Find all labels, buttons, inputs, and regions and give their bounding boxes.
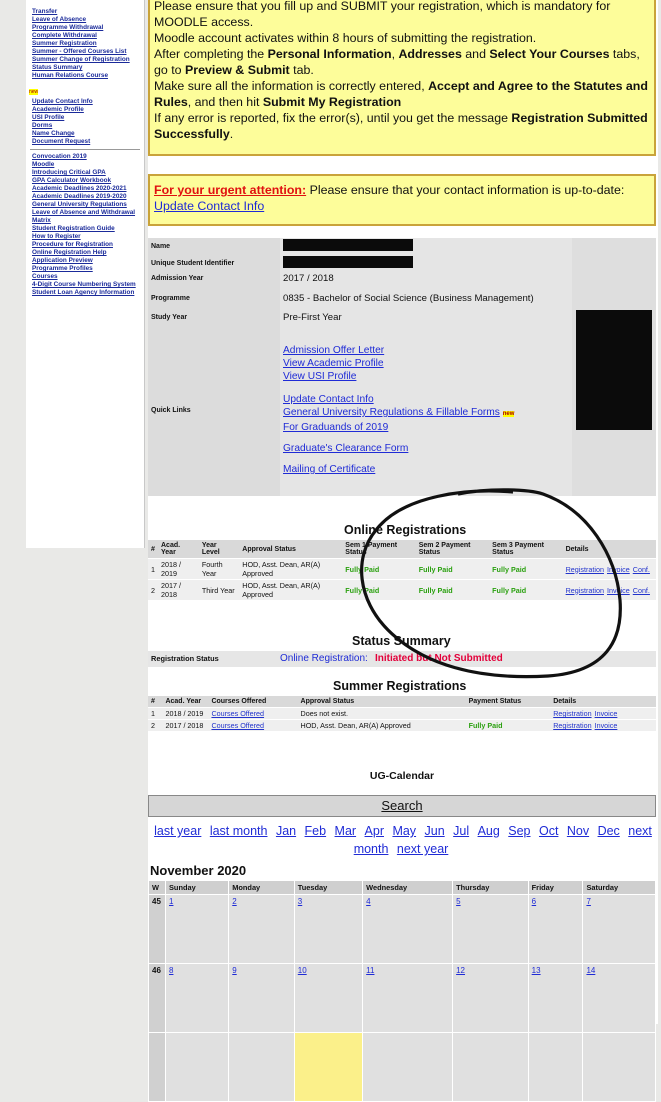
sidebar-item-leave-of-absence[interactable]: Leave of Absence	[32, 16, 87, 23]
col-approval-status: Approval Status	[239, 540, 342, 559]
calendar-date-link[interactable]: 14	[586, 966, 596, 975]
sidebar-item-moodle[interactable]: Moodle	[32, 161, 55, 168]
week-number: 45	[149, 895, 166, 964]
calendar-day-cell	[528, 895, 583, 964]
calendar-nav-nov[interactable]: Nov	[566, 824, 590, 838]
day-header-friday: Friday	[528, 881, 583, 895]
calendar-nav-jan[interactable]: Jan	[275, 824, 297, 838]
ug-calendar-title: UG-Calendar	[369, 770, 435, 782]
calendar-nav-last-month[interactable]: last month	[209, 824, 268, 838]
calendar-day-cell	[166, 964, 229, 1033]
sidebar-item-how-to-register[interactable]: How to Register	[32, 233, 81, 240]
calendar-day-cell	[453, 964, 529, 1033]
programme-label: Programme	[148, 285, 280, 311]
update-contact-link[interactable]: Update Contact Info	[154, 199, 265, 213]
sidebar-item-introducing-critical-gpa[interactable]: Introducing Critical GPA	[32, 169, 106, 176]
sidebar-item-transfer[interactable]: Transfer	[32, 8, 58, 15]
day-header-thursday: Thursday	[453, 881, 529, 895]
calendar-nav-next-month[interactable]: next month	[353, 824, 652, 856]
sidebar-item-academic-profile[interactable]: Academic Profile	[32, 106, 84, 113]
day-header-monday: Monday	[229, 881, 295, 895]
urgent-text: Please ensure that your contact information is up-to-date:	[306, 183, 625, 197]
calendar-day-cell	[229, 895, 295, 964]
calendar-nav	[148, 822, 656, 858]
calendar-nav-aug[interactable]: Aug	[477, 824, 500, 838]
sidebar-item-academic-deadlines-2019-2020[interactable]: Academic Deadlines 2019-2020	[32, 193, 127, 200]
search-button[interactable]: Search	[148, 795, 656, 817]
sidebar-item-student-registration-guide[interactable]: Student Registration Guide	[32, 225, 115, 232]
calendar-day-cell	[528, 964, 583, 1033]
name-label: Name	[148, 238, 280, 255]
col-sem2-payment: Sem 2 Payment Status	[416, 540, 489, 559]
study-year-value: Pre-First Year	[283, 312, 342, 323]
invoice-link[interactable]: Invoice	[594, 721, 618, 730]
notice-line-2: Moodle account activates within 8 hours of submitting the registration.	[154, 31, 537, 45]
calendar-date-link[interactable]: 9	[232, 966, 237, 975]
new-badge-icon: new	[502, 411, 515, 417]
urgent-notice	[148, 174, 656, 226]
calendar-nav-may[interactable]: May	[392, 824, 417, 838]
registration-link[interactable]: Registration	[553, 721, 592, 730]
sidebar-item-name-change[interactable]: Name Change	[32, 130, 75, 137]
calendar-date-link[interactable]: 3	[297, 897, 303, 906]
calendar-week-row	[149, 1033, 656, 1102]
day-header-sunday: Sunday	[166, 881, 229, 895]
admission-year-value: 2017 / 2018	[283, 273, 334, 284]
sidebar-item-4-digit-course-numbering-system[interactable]: 4-Digit Course Numbering System	[32, 281, 136, 288]
sidebar-item-student-loan-agency-information[interactable]: Student Loan Agency Information	[32, 289, 135, 296]
sidebar-item-summer-offered-courses-list[interactable]: Summer - Offered Courses List	[32, 48, 127, 55]
week-number: 46	[149, 964, 166, 1033]
table-row: 2 2017 / 2018 Courses Offered HOD, Asst. Dean, AR(A) Approved Fully Paid Registration Invoice	[148, 720, 656, 732]
registration-link[interactable]: Registration	[553, 709, 592, 718]
col-sem3-payment: Sem 3 Payment Status	[489, 540, 562, 559]
calendar-day-cell	[363, 964, 453, 1033]
photo-cell	[572, 238, 656, 496]
today-cell	[294, 1033, 362, 1102]
study-year-label: Study Year	[148, 311, 280, 324]
graduate-clearance-form-link[interactable]: Graduate's Clearance Form	[283, 443, 409, 454]
calendar-nav-mar[interactable]: Mar	[334, 824, 357, 838]
sidebar-item-academic-deadlines-2020-2021[interactable]: Academic Deadlines 2020-2021	[32, 185, 127, 192]
registration-notice	[148, 0, 656, 156]
photo-redacted	[576, 310, 652, 430]
calendar-date-link[interactable]: 5	[456, 897, 461, 906]
calendar-date-link[interactable]: 6	[531, 897, 537, 906]
calendar-date-link[interactable]: 4	[366, 897, 371, 906]
new-badge-icon: new	[29, 89, 39, 95]
calendar-day-cell	[583, 964, 656, 1033]
calendar-day-cell	[294, 964, 362, 1033]
calendar-date-link[interactable]: 8	[169, 966, 174, 975]
sidebar-item-online-registration-help[interactable]: Online Registration Help	[32, 249, 107, 256]
graduands-2019-link[interactable]: For Graduands of 2019	[283, 422, 389, 433]
calendar-nav-jun[interactable]: Jun	[424, 824, 445, 838]
sidebar-item-complete-withdrawal[interactable]: Complete Withdrawal	[32, 32, 97, 39]
sidebar-item-gpa-calculator-workbook[interactable]: GPA Calculator Workbook	[32, 177, 112, 184]
calendar-week-row	[149, 964, 656, 1033]
calendar-day-cell	[166, 895, 229, 964]
calendar-nav-apr[interactable]: Apr	[364, 824, 384, 838]
usi-redacted	[283, 256, 413, 268]
urgent-label: For your urgent attention:	[154, 183, 307, 197]
sidebar-item-summer-registration[interactable]: Summer Registration	[32, 40, 97, 47]
calendar-nav-feb[interactable]: Feb	[304, 824, 327, 838]
col-sem1-payment: Sem 1 Payment Status	[342, 540, 415, 559]
sidebar-item-usi-profile[interactable]: USI Profile	[32, 114, 65, 121]
usi-label: Unique Student Identifier	[148, 255, 280, 272]
calendar-nav-oct[interactable]: Oct	[538, 824, 559, 838]
calendar-day-cell	[363, 895, 453, 964]
sidebar-item-programme-withdrawal[interactable]: Programme Withdrawal	[32, 24, 104, 31]
sidebar-item-programme-profiles[interactable]: Programme Profiles	[32, 265, 93, 272]
main-content	[148, 0, 658, 1024]
sidebar-item-dorms[interactable]: Dorms	[32, 122, 53, 129]
day-header-tuesday: Tuesday	[294, 881, 362, 895]
courses-offered-link[interactable]: Courses Offered	[211, 709, 265, 718]
calendar-date-link[interactable]: 2	[232, 897, 237, 906]
view-usi-profile-link[interactable]: View USI Profile	[283, 371, 357, 382]
mailing-certificate-link[interactable]: Mailing of Certificate	[283, 464, 376, 475]
sidebar-item-leave-of-absence-and-withdrawal-matrix[interactable]: Leave of Absence and Withdrawal Matrix	[32, 209, 136, 224]
registration-status-value: Initiated but Not Submitted	[375, 653, 503, 664]
sidebar-item-convocation-2019[interactable]: Convocation 2019	[32, 153, 87, 160]
sidebar-item-document-request[interactable]: Document Request	[32, 138, 91, 145]
sidebar-item-general-university-regulations[interactable]: General University Regulations	[32, 201, 127, 208]
summer-header-row: # Acad. Year Courses Offered Approval Status Payment Status Details	[148, 696, 656, 708]
table-row: 1 2018 / 2019 Courses Offered Does not exist. Registration Invoice	[148, 708, 656, 720]
registration-status-label: Registration Status	[151, 654, 219, 663]
week-col-header: W	[149, 881, 166, 895]
invoice-link[interactable]: Invoice	[606, 585, 630, 595]
col-acad-year: Acad. Year	[158, 540, 199, 559]
online-registrations-title: Online Registrations	[344, 523, 467, 537]
programme-value: 0835 - Bachelor of Social Science (Business Management)	[283, 292, 534, 304]
calendar-date-link[interactable]: 12	[456, 966, 466, 975]
col-details: Details	[563, 540, 656, 559]
admission-year-label: Admission Year	[148, 272, 280, 285]
summer-registrations-title: Summer Registrations	[333, 679, 467, 693]
calendar-header-row	[149, 881, 656, 895]
calendar-date-link[interactable]: 7	[586, 897, 591, 906]
notice-line-1: Please ensure that you fill up and SUBMIT your registration, which is mandatory for MOODLE access.	[154, 0, 611, 29]
notice-line-5: If any error is reported, fix the error(s), until you get the message Registration Submitted Successfully.	[154, 111, 648, 141]
calendar-day-cell	[453, 895, 529, 964]
sidebar-item-procedure-for-registration[interactable]: Procedure for Registration	[32, 241, 113, 248]
summer-registrations-table	[148, 696, 656, 731]
registration-link[interactable]: Registration	[565, 564, 604, 574]
calendar-day-cell	[583, 895, 656, 964]
quick-links	[280, 324, 572, 496]
conf-link[interactable]: Conf.	[632, 585, 650, 595]
calendar-day-cell	[229, 964, 295, 1033]
calendar-date-link[interactable]: 13	[531, 966, 541, 975]
calendar-date-link[interactable]: 11	[366, 966, 375, 975]
day-header-saturday: Saturday	[583, 881, 656, 895]
calendar-week-row	[149, 895, 656, 964]
table-row: 2 2017 / 2018 Third Year HOD, Asst. Dean, AR(A) Approved Fully Paid Fully Paid Fully Paid Registration Invoice Conf.	[148, 580, 656, 601]
invoice-link[interactable]: Invoice	[594, 709, 618, 718]
calendar-day-cell	[294, 895, 362, 964]
status-summary-row	[148, 651, 656, 667]
notice-line-4: Make sure all the information is correctly entered, Accept and Agree to the Statutes and Rules, and then hit Submit My Registration	[154, 79, 648, 109]
sidebar-item-status-summary[interactable]: Status Summary	[32, 64, 83, 71]
notice-line-3: After completing the Personal Information, Addresses and Select Your Courses tabs, go to Preview & Submit tab.	[154, 47, 640, 77]
quick-links-label: Quick Links	[148, 324, 280, 496]
day-header-wednesday: Wednesday	[363, 881, 453, 895]
invoice-link[interactable]: Invoice	[606, 564, 630, 574]
sidebar-top-cut	[26, 0, 144, 8]
online-reg-header-row	[148, 540, 656, 559]
calendar-date-link[interactable]: 10	[297, 966, 307, 975]
calendar-grid	[148, 880, 656, 1102]
online-registration-prefix: Online Registration:	[280, 653, 368, 664]
calendar-date-link[interactable]: 1	[169, 897, 174, 906]
name-redacted	[283, 239, 413, 251]
sidebar-item-human-relations-course[interactable]: Human Relations Course	[32, 72, 108, 79]
status-summary-title: Status Summary	[352, 634, 451, 648]
admission-offer-letter-link[interactable]: Admission Offer Letter	[283, 345, 385, 356]
calendar-nav-next-year[interactable]: next year	[396, 842, 449, 856]
calendar-nav-sep[interactable]: Sep	[508, 824, 531, 838]
online-registrations-table	[148, 540, 656, 600]
regulations-forms-link[interactable]: General University Regulations & Fillable Forms	[283, 407, 500, 418]
sidebar-item-update-contact-info[interactable]: Update Contact Info	[32, 98, 93, 105]
sidebar-item-courses[interactable]: Courses	[32, 273, 58, 280]
calendar-nav-dec[interactable]: Dec	[597, 824, 620, 838]
update-contact-info-link[interactable]: Update Contact Info	[283, 394, 374, 405]
col-year-level: Year Level	[199, 540, 239, 559]
calendar-nav-jul[interactable]: Jul	[453, 824, 470, 838]
calendar-nav-last-year[interactable]: last year	[154, 824, 202, 838]
view-academic-profile-link[interactable]: View Academic Profile	[283, 358, 384, 369]
sidebar-item-summer-change-of-registration[interactable]: Summer Change of Registration	[32, 56, 130, 63]
sidebar-divider	[30, 149, 140, 150]
courses-offered-link[interactable]: Courses Offered	[211, 721, 265, 730]
conf-link[interactable]: Conf.	[632, 564, 650, 574]
table-row: 1 2018 / 2019 Fourth Year HOD, Asst. Dean, AR(A) Approved Fully Paid Fully Paid Fully Paid Registration Invoice Conf.	[148, 559, 656, 580]
registration-link[interactable]: Registration	[565, 585, 604, 595]
sidebar-nav	[26, 0, 145, 548]
calendar-month-title: November 2020	[150, 863, 247, 878]
col-number: #	[148, 540, 158, 559]
sidebar-item-application-preview[interactable]: Application Preview	[32, 257, 93, 264]
student-info-table	[148, 238, 656, 496]
